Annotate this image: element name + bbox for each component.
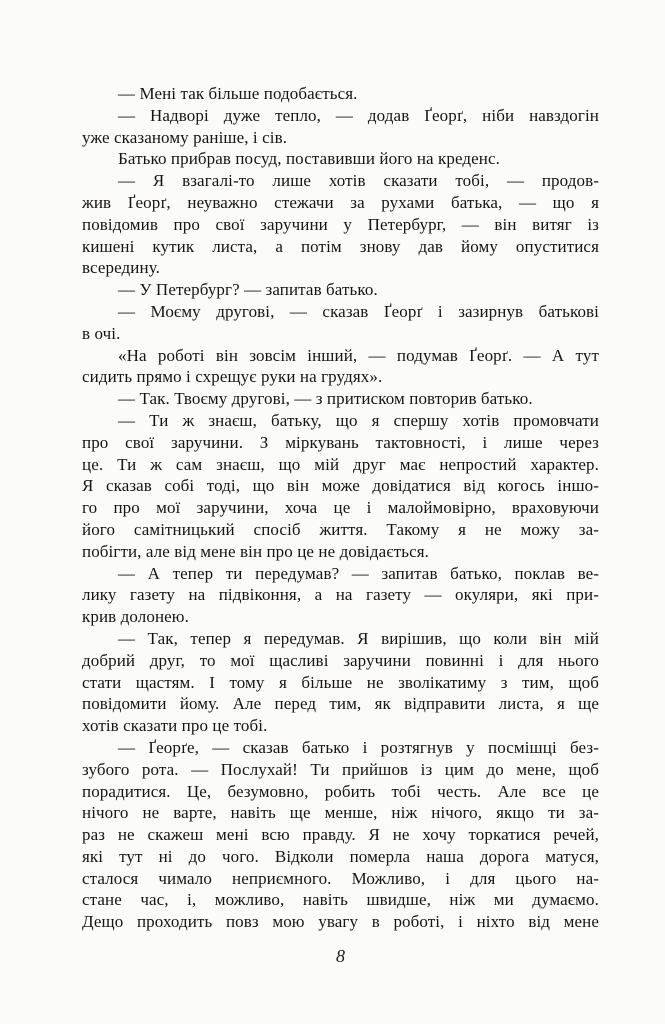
- text-line: лику газету на підвіконня, а на газету — окуляри, які при-: [82, 585, 599, 605]
- text-line: які тут ні до чого. Відколи померла наша дорога матуся,: [82, 846, 599, 866]
- text-line: го про мої заручини, хоча це і малоймовірно, враховуючи: [82, 498, 599, 518]
- paragraph: [82, 83, 599, 105]
- paragraph: [82, 388, 599, 410]
- page-number: 8: [336, 946, 345, 966]
- paragraph: [82, 301, 599, 345]
- text-line: раз не скажеш мені всю правду. Я не хочу торкатися речей,: [82, 825, 599, 845]
- text-line: Дещо проходить повз мою увагу в роботі, і ніхто від мене: [82, 912, 599, 932]
- text-line: хотів сказати про це тобі.: [82, 716, 268, 736]
- text-line: це. Ти ж сам знаєш, що мій друг має непростий характер.: [82, 454, 599, 474]
- text-line: Батько прибрав посуд, поставивши його на креденс.: [118, 149, 500, 169]
- paragraph: [82, 105, 599, 149]
- text-line: — Я взагалі-то лише хотів сказати тобі, — продов-: [118, 171, 599, 191]
- text-line: сидить прямо і схрещує руки на грудях».: [82, 367, 383, 387]
- text-line: уже сказаному раніше, і сів.: [82, 127, 288, 147]
- paragraph: [82, 410, 599, 563]
- text-line: зубого рота. — Послухай! Ти прийшов із цим до мене, щоб: [82, 759, 599, 779]
- page-text: [82, 83, 599, 933]
- text-line: — Надворі дуже тепло, — додав Ґеорґ, ніби навздогін: [118, 105, 599, 125]
- text-line: стати щастям. І тому я більше не зволікатиму з тим, щоб: [82, 672, 599, 692]
- text-line: — Ти ж знаєш, батьку, що я спершу хотів промовчати: [118, 410, 599, 430]
- text-line: «На роботі він зовсім інший, — подумав Ґеорґ. — А тут: [118, 345, 599, 365]
- text-line: його самітницький спосіб життя. Такому я не можу за-: [82, 519, 599, 539]
- paragraph: [82, 148, 599, 170]
- text-line: повідомити йому. Але перед тим, як відправити листа, я ще: [82, 694, 599, 714]
- text-line: крив долонею.: [82, 607, 189, 627]
- text-line: про свої заручини. З міркувань тактовності, і лише через: [82, 432, 599, 452]
- text-line: — Мені так більше подобається.: [118, 84, 358, 103]
- text-line: — Так. Твоєму другові, — з притиском повторив батько.: [118, 389, 533, 409]
- text-line: — У Петербург? — запитав батько.: [118, 280, 378, 300]
- paragraph: [82, 170, 599, 279]
- text-line: — Ґеорґе, — сказав батько і розтягнув у посмішці без-: [118, 737, 599, 757]
- text-line: нічого не варте, навіть ще менше, ніж нічого, якщо ти за-: [82, 803, 599, 823]
- text-line: — Так, тепер я передумав. Я вирішив, що коли він мій: [118, 628, 599, 648]
- paragraph: [82, 563, 599, 628]
- text-line: жив Ґеорґ, неуважно стежачи за рухами батька, — що я: [82, 192, 599, 212]
- text-line: кишені кутик листа, а потім знову дав йому опуститися: [82, 236, 599, 256]
- paragraph: [82, 628, 599, 737]
- text-line: порадитися. Це, безумовно, робить тобі честь. Але все це: [82, 781, 599, 801]
- text-line: — А тепер ти передумав? — запитав батько, поклав ве-: [118, 563, 599, 583]
- paragraph: [82, 279, 599, 301]
- text-line: Я сказав собі тоді, що він може довідатися від когось іншо-: [82, 476, 599, 496]
- text-line: повідомив про свої заручини у Петербург, — він витяг із: [82, 214, 599, 234]
- paragraph: [82, 737, 599, 933]
- text-line: всередину.: [82, 258, 160, 278]
- text-line: добрий друг, то мої щасливі заручини повинні і для нього: [82, 650, 599, 670]
- paragraph: [82, 345, 599, 389]
- text-line: — Моєму другові, — сказав Ґеорґ і зазирнув батькові: [118, 301, 599, 321]
- text-line: сталося чимало неприємного. Можливо, і для цього на-: [82, 868, 599, 888]
- text-line: стане час, і, можливо, навіть швидше, ніж ми думаємо.: [82, 890, 599, 910]
- text-line: в очі.: [82, 323, 121, 343]
- text-line: побігти, але від мене він про це не довідається.: [82, 541, 430, 561]
